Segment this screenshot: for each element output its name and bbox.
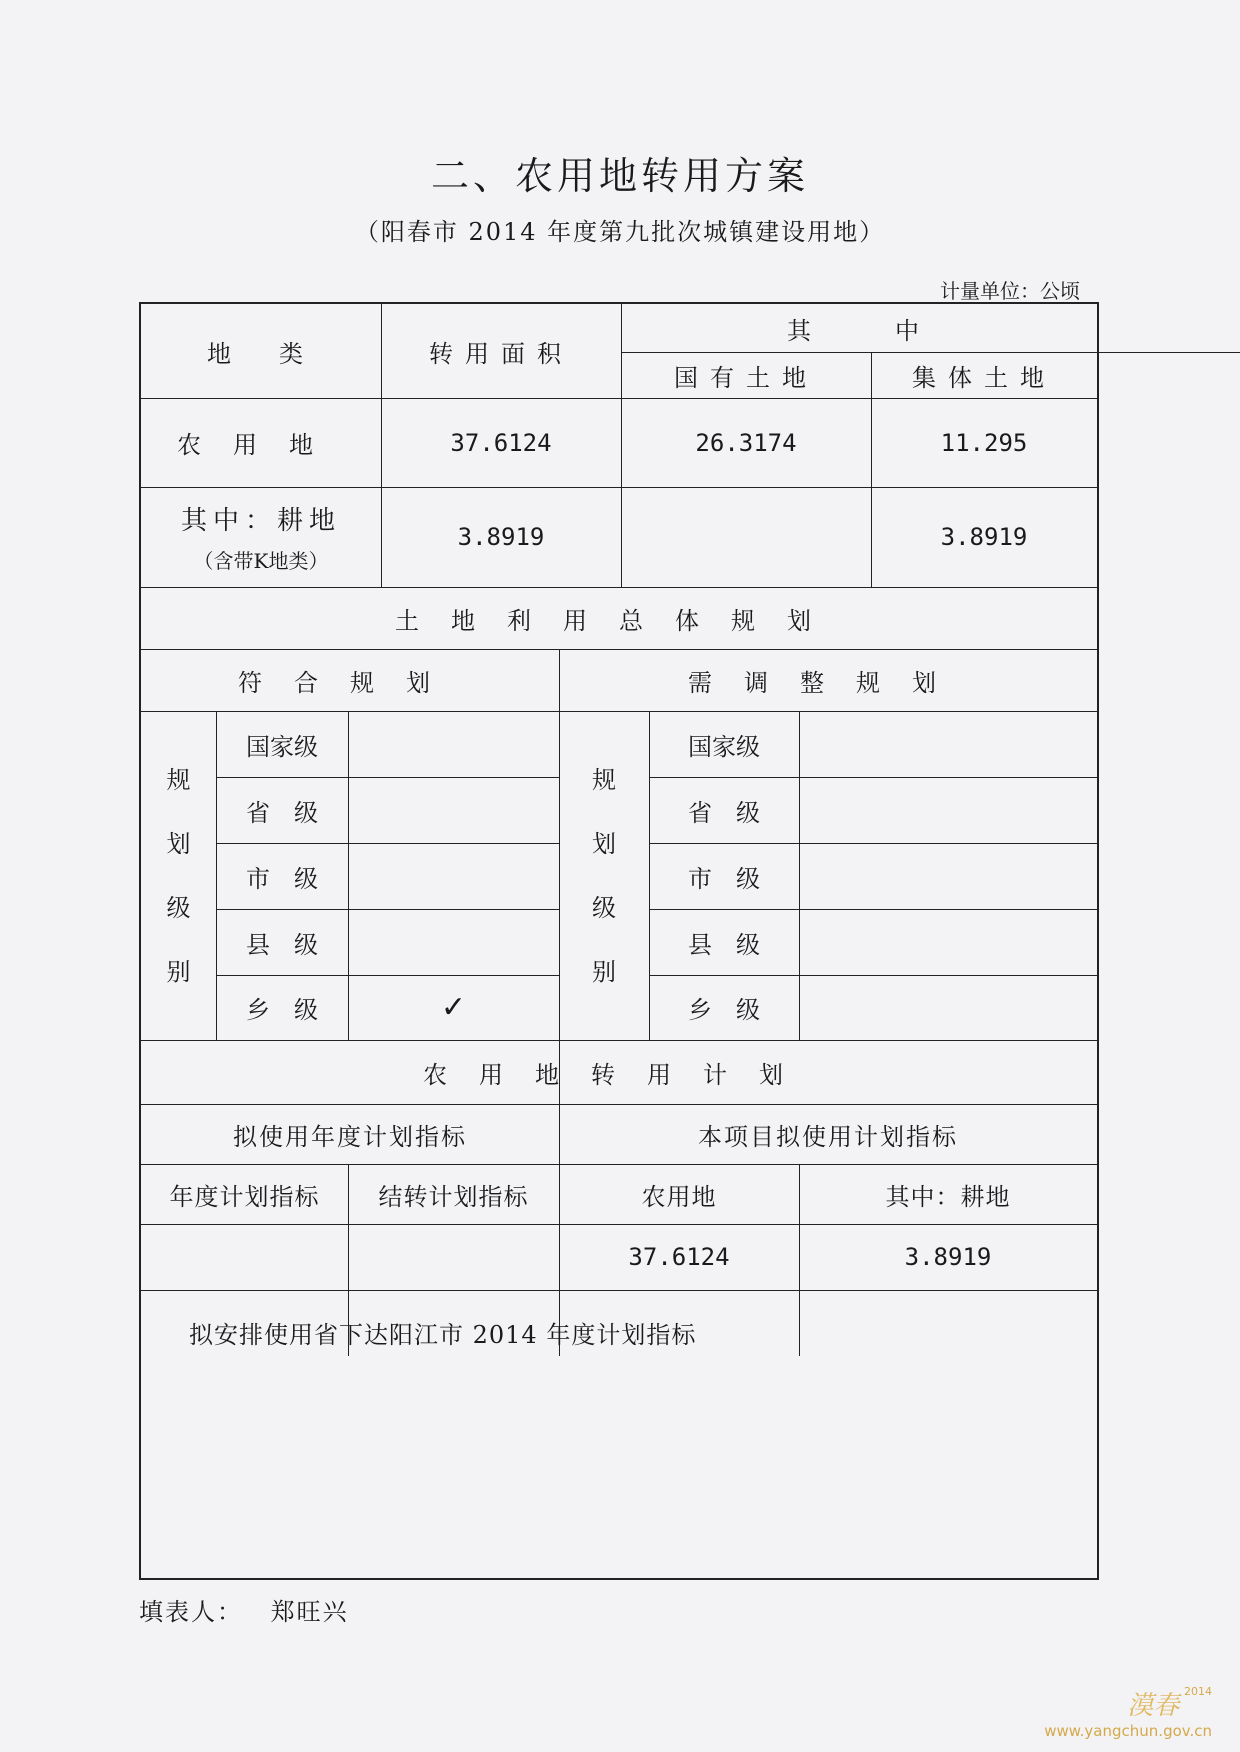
- filler-label: 填表人：: [139, 1598, 243, 1626]
- row-farmland-state: 26.3174: [695, 428, 797, 457]
- row-cultivated-state: [621, 487, 871, 587]
- section-planning-title: 土地利用总体规划: [395, 606, 843, 635]
- adjust-mark-provincial: [799, 777, 1097, 843]
- row-farmland-area: 37.6124: [450, 428, 552, 457]
- watermark-logo: 漠春: [1127, 1691, 1180, 1721]
- document-title: 二、农用地转用方案: [430, 154, 809, 198]
- adjust-level-provincial: 省 级: [688, 798, 760, 827]
- level-label-char: 级: [592, 893, 616, 922]
- conform-level-county: 县 级: [246, 930, 318, 959]
- adjust-level-national: 国家级: [688, 732, 760, 761]
- conform-level-township: 乡 级: [246, 996, 318, 1024]
- annual-index-header: 年度计划指标: [169, 1182, 320, 1211]
- adjust-level-city: 市 级: [688, 864, 760, 893]
- adjust-mark-county: [799, 909, 1097, 975]
- conform-planning-title: 符合规划: [238, 668, 462, 697]
- row-farmland-label: 农用地: [177, 431, 345, 459]
- header-collective-land: 集体土地: [912, 363, 1056, 392]
- carryover-index-value: [348, 1224, 559, 1290]
- adjust-mark-township: [799, 975, 1097, 1040]
- carryover-index-header: 结转计划指标: [378, 1182, 529, 1211]
- project-farmland-header: 农用地: [641, 1182, 717, 1211]
- adjust-mark-city: [799, 843, 1097, 909]
- remarks-area: [141, 1290, 1097, 1578]
- level-label-char: 划: [592, 829, 616, 858]
- conform-mark-city: [348, 843, 559, 909]
- conform-mark-county: [348, 909, 559, 975]
- watermark-year: 2014: [1184, 1685, 1212, 1698]
- row-cultivated-label-main: 其中：耕地: [180, 506, 341, 536]
- header-state-land: 国有土地: [674, 363, 818, 392]
- level-label-char: 规: [166, 765, 191, 794]
- form-filler: [139, 1592, 349, 1627]
- row-cultivated-label-sub: （含带K地类）: [193, 549, 329, 573]
- adjust-mark-national: [799, 711, 1097, 777]
- adjust-level-county: 县 级: [688, 930, 760, 959]
- adjust-planning-title: 需调整规划: [688, 668, 968, 697]
- measurement-unit: 计量单位：公顷: [940, 279, 1080, 303]
- level-label-char: 级: [166, 893, 191, 922]
- checkmark-icon: ✓: [440, 990, 467, 1025]
- conform-mark-provincial: [348, 777, 559, 843]
- filler-name: 郑旺兴: [270, 1598, 349, 1626]
- header-conversion-area: 转用面积: [429, 339, 573, 368]
- annual-plan-title: 拟使用年度计划指标: [233, 1122, 467, 1151]
- header-land-type: 地 类: [207, 339, 315, 368]
- row-cultivated-label: [141, 487, 381, 587]
- conform-level-city: 市 级: [246, 864, 318, 893]
- conform-level-label: [141, 711, 216, 1040]
- annual-index-value: [141, 1224, 348, 1290]
- project-plan-title: 本项目拟使用计划指标: [698, 1122, 958, 1151]
- header-among: 其 中: [787, 316, 931, 345]
- level-label-char: 别: [166, 957, 191, 986]
- adjust-level-label: [559, 711, 649, 1040]
- conversion-form-table: [139, 302, 1099, 1580]
- row-cultivated-collective: 3.8919: [940, 523, 1028, 551]
- remarks-text: 拟安排使用省下达阳江市 2014 年度计划指标: [189, 1321, 697, 1349]
- level-label-char: 规: [592, 765, 616, 794]
- row-farmland-collective: 11.295: [940, 428, 1028, 457]
- level-label-char: 别: [592, 957, 616, 986]
- project-cultivated-value: 3.8919: [904, 1243, 992, 1271]
- row-cultivated-area: 3.8919: [457, 523, 545, 551]
- document-subtitle: （阳春市 2014 年度第九批次城镇建设用地）: [354, 218, 886, 246]
- section-conversion-plan-title: 农用地转用计划: [423, 1060, 815, 1089]
- project-farmland-value: 37.6124: [628, 1243, 730, 1271]
- project-cultivated-header: 其中：耕地: [885, 1182, 1011, 1211]
- conform-mark-national: [348, 711, 559, 777]
- conform-level-national: 国家级: [246, 732, 318, 761]
- conform-level-provincial: 省 级: [246, 798, 318, 827]
- adjust-level-township: 乡 级: [688, 996, 760, 1024]
- site-watermark: [1044, 1685, 1212, 1740]
- level-label-char: 划: [166, 829, 191, 858]
- watermark-url: www.yangchun.gov.cn: [1044, 1722, 1212, 1740]
